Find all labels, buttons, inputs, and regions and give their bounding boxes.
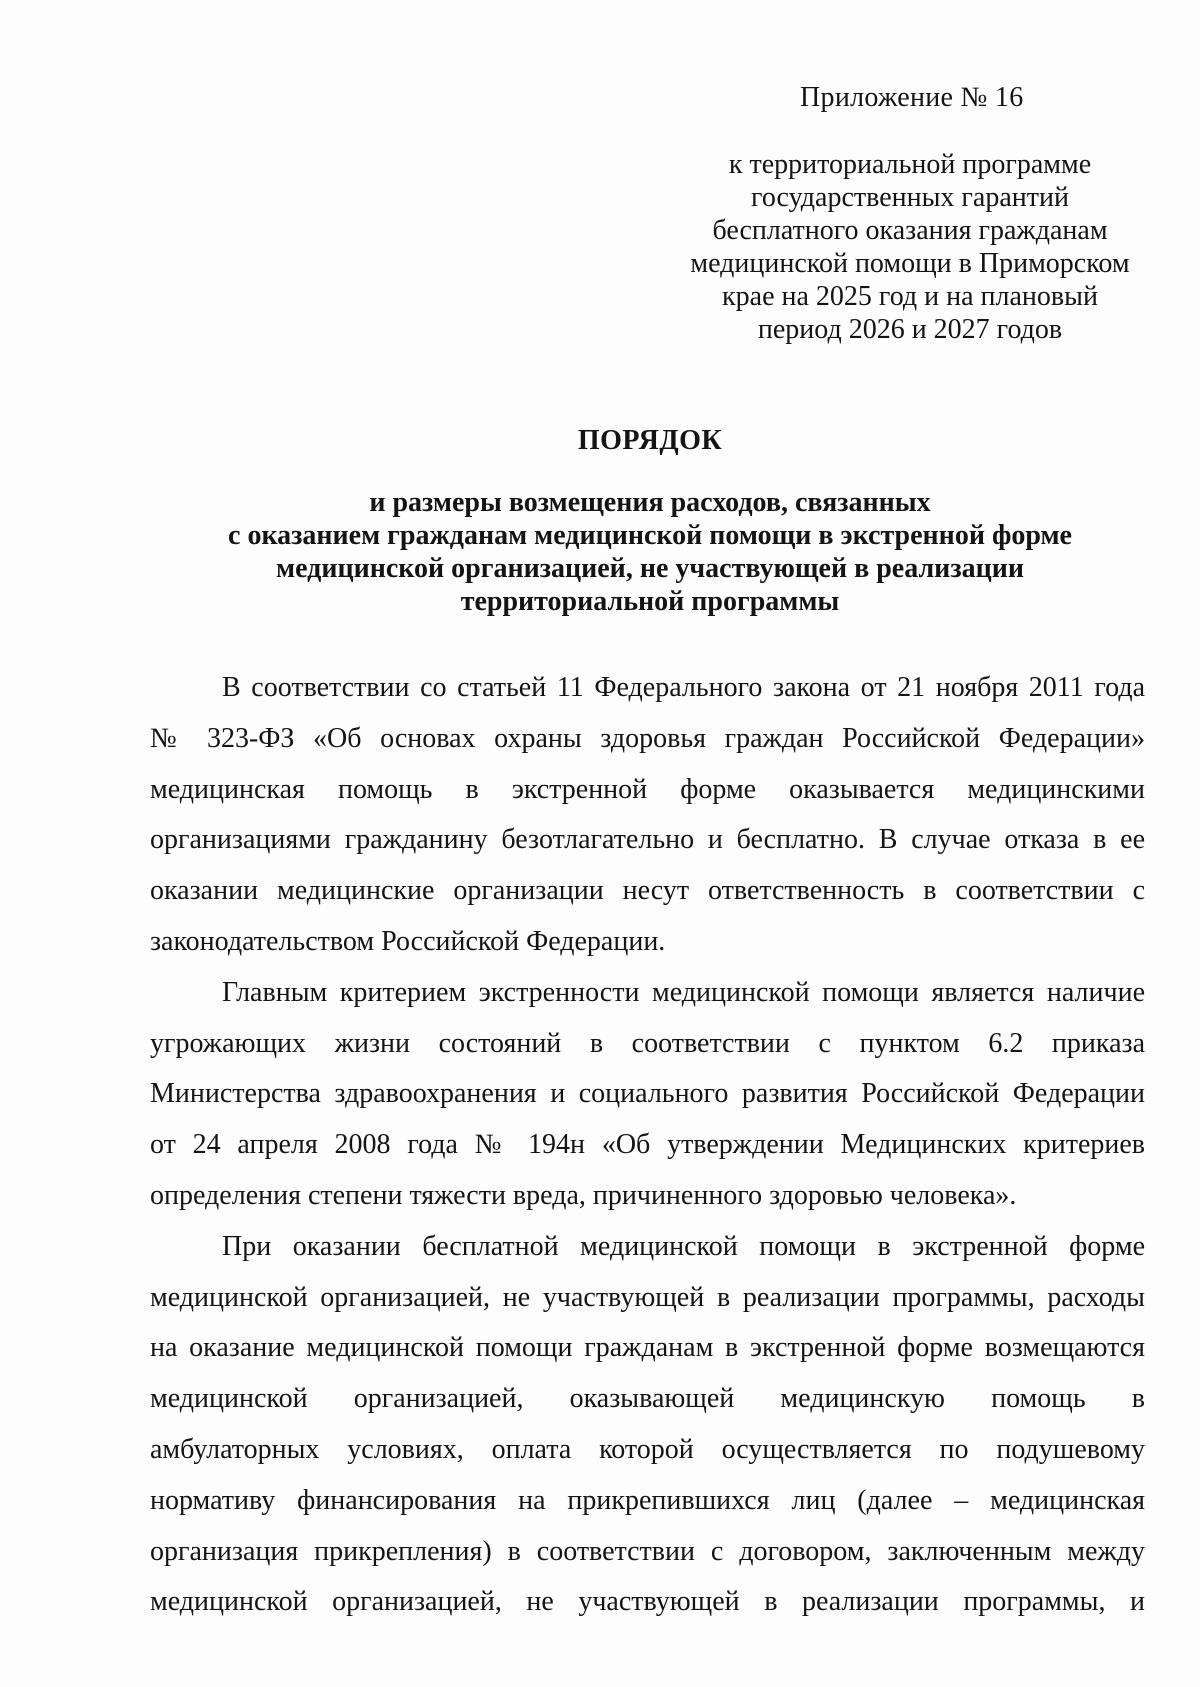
paragraph-line: медицинской организацией, не участвующей в реализации программы, расходы [150,1281,1145,1313]
paragraph-line: амбулаторных условиях, оплата которой осуществляется по подушевому [150,1433,1145,1465]
annex-line: государственных гарантий [751,182,1069,213]
annex-number: Приложение № 16 [800,82,1024,113]
subtitle-line: территориальной программы [460,586,840,617]
document-body [150,663,1145,1628]
paragraph-line: нормативу финансирования на прикрепившихся лиц (далее – медицинская [150,1484,1145,1516]
paragraph-line: законодательством Российской Федерации. [150,925,666,957]
paragraph-line: на оказание медицинской помощи гражданам в экстренной форме возмещаются [150,1332,1145,1364]
paragraph-line: от 24 апреля 2008 года № 194н «Об утверждении Медицинских критериев [150,1129,1145,1161]
paragraph-line: оказании медицинские организации несут ответственность в соответствии с [150,875,1145,907]
paragraph-3 [150,1222,1145,1628]
paragraph-line: № 323-ФЗ «Об основах охраны здоровья граждан Российской Федерации» [150,722,1145,754]
paragraph-line: организация прикрепления) в соответствии с договором, заключенным между [150,1535,1145,1567]
paragraph-line: медицинской организацией, не участвующей в реализации программы, и [150,1586,1145,1618]
subtitle-line: и размеры возмещения расходов, связанных [369,487,931,518]
paragraph-line: Министерства здравоохранения и социального развития Российской Федерации [150,1078,1145,1110]
subtitle-line: медицинской организацией, не участвующей в реализации [276,553,1024,584]
paragraph-line: медицинская помощь в экстренной форме оказывается медицинскими [150,773,1145,805]
annex-line: крае на 2025 год и на плановый [722,281,1098,312]
paragraph-1 [150,663,1145,968]
paragraph-line: определения степени тяжести вреда, причиненного здоровью человека». [150,1179,1017,1211]
subtitle-line: с оказанием гражданам медицинской помощи в экстренной форме [228,520,1072,551]
annex-reference [670,148,1150,346]
paragraph-line: угрожающих жизни состояний в соответствии с пунктом 6.2 приказа [150,1027,1145,1059]
paragraph-2 [150,968,1145,1222]
paragraph-line: медицинской организацией, оказывающей медицинскую помощь в [150,1383,1145,1415]
annex-line: бесплатного оказания гражданам [712,215,1108,246]
paragraph-line: В соответствии со статьей 11 Федерального закона от 21 ноября 2011 года [222,672,1145,703]
annex-line: период 2026 и 2027 годов [757,314,1063,345]
paragraph-line: При оказании бесплатной медицинской помощи в экстренной форме [222,1230,1145,1262]
paragraph-line: организациями гражданину безотлагательно и бесплатно. В случае отказа в ее [150,824,1145,856]
document-subtitle [150,486,1150,618]
document-title: ПОРЯДОК [577,425,723,456]
annex-line: медицинской помощи в Приморском [690,248,1130,279]
paragraph-line: Главным критерием экстренности медицинской помощи является наличие [222,976,1145,1008]
annex-line: к территориальной программе [728,149,1092,180]
